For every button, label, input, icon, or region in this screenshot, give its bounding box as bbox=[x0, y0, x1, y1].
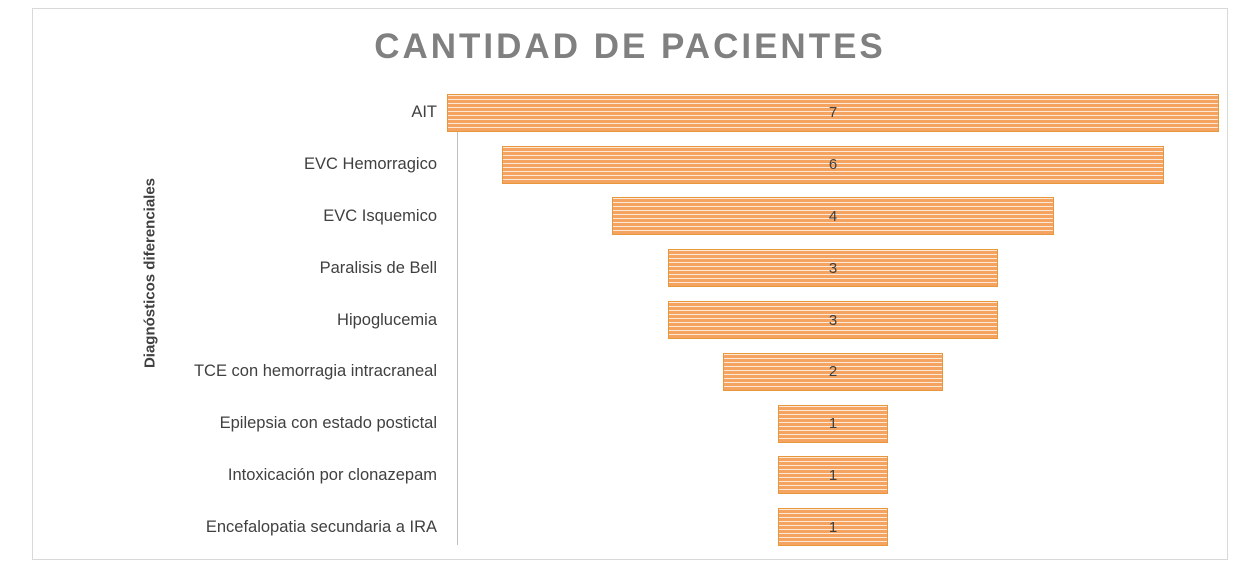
bar-value-label: 4 bbox=[828, 207, 838, 225]
category-label: Epilepsia con estado postictal bbox=[219, 414, 437, 433]
bar-value-label: 3 bbox=[828, 311, 838, 329]
chart-title: CANTIDAD DE PACIENTES bbox=[374, 27, 886, 66]
category-label: EVC Hemorragico bbox=[304, 155, 437, 174]
bar[interactable] bbox=[612, 197, 1053, 235]
category-label: Hipoglucemia bbox=[337, 310, 437, 329]
bar-rows bbox=[95, 87, 1219, 553]
bar-value-label: 6 bbox=[828, 156, 838, 174]
bar-row bbox=[95, 87, 1219, 139]
bar[interactable] bbox=[723, 353, 944, 391]
bar-track bbox=[447, 294, 1219, 346]
bar-row bbox=[95, 139, 1219, 191]
bar-row bbox=[95, 346, 1219, 398]
bar-row bbox=[95, 294, 1219, 346]
bar-track bbox=[447, 449, 1219, 501]
bar-row bbox=[95, 242, 1219, 294]
bar-value-label: 1 bbox=[828, 466, 838, 484]
bar[interactable] bbox=[447, 94, 1219, 132]
bar[interactable] bbox=[668, 249, 999, 287]
bar-track bbox=[447, 398, 1219, 450]
bar-track bbox=[447, 346, 1219, 398]
bar-row bbox=[95, 398, 1219, 450]
bar-track bbox=[447, 87, 1219, 139]
bar[interactable] bbox=[778, 508, 888, 546]
plot-area bbox=[95, 87, 1219, 553]
y-axis-title: Diagnósticos diferenciales bbox=[141, 177, 159, 369]
bar[interactable] bbox=[778, 405, 888, 443]
category-label: Paralisis de Bell bbox=[319, 258, 437, 277]
chart-frame bbox=[32, 8, 1228, 560]
bar-track bbox=[447, 139, 1219, 191]
bar-track bbox=[447, 242, 1219, 294]
bar-value-label: 2 bbox=[828, 363, 838, 381]
category-label: TCE con hemorragia intracraneal bbox=[193, 362, 437, 381]
bar-value-label: 7 bbox=[828, 104, 838, 122]
category-label: Intoxicación por clonazepam bbox=[227, 465, 437, 484]
bar-track bbox=[447, 191, 1219, 243]
category-label: Encefalopatia secundaria a IRA bbox=[205, 517, 437, 536]
bar-value-label: 1 bbox=[828, 415, 838, 433]
bar-row bbox=[95, 191, 1219, 243]
bar-track bbox=[447, 501, 1219, 553]
bar-row bbox=[95, 449, 1219, 501]
category-label: EVC Isquemico bbox=[323, 206, 437, 225]
bar-value-label: 1 bbox=[828, 518, 838, 536]
bar-value-label: 3 bbox=[828, 259, 838, 277]
bar[interactable] bbox=[668, 301, 999, 339]
bar-row bbox=[95, 501, 1219, 553]
bar[interactable] bbox=[502, 146, 1164, 184]
category-label: AIT bbox=[411, 103, 437, 122]
bar[interactable] bbox=[778, 456, 888, 494]
